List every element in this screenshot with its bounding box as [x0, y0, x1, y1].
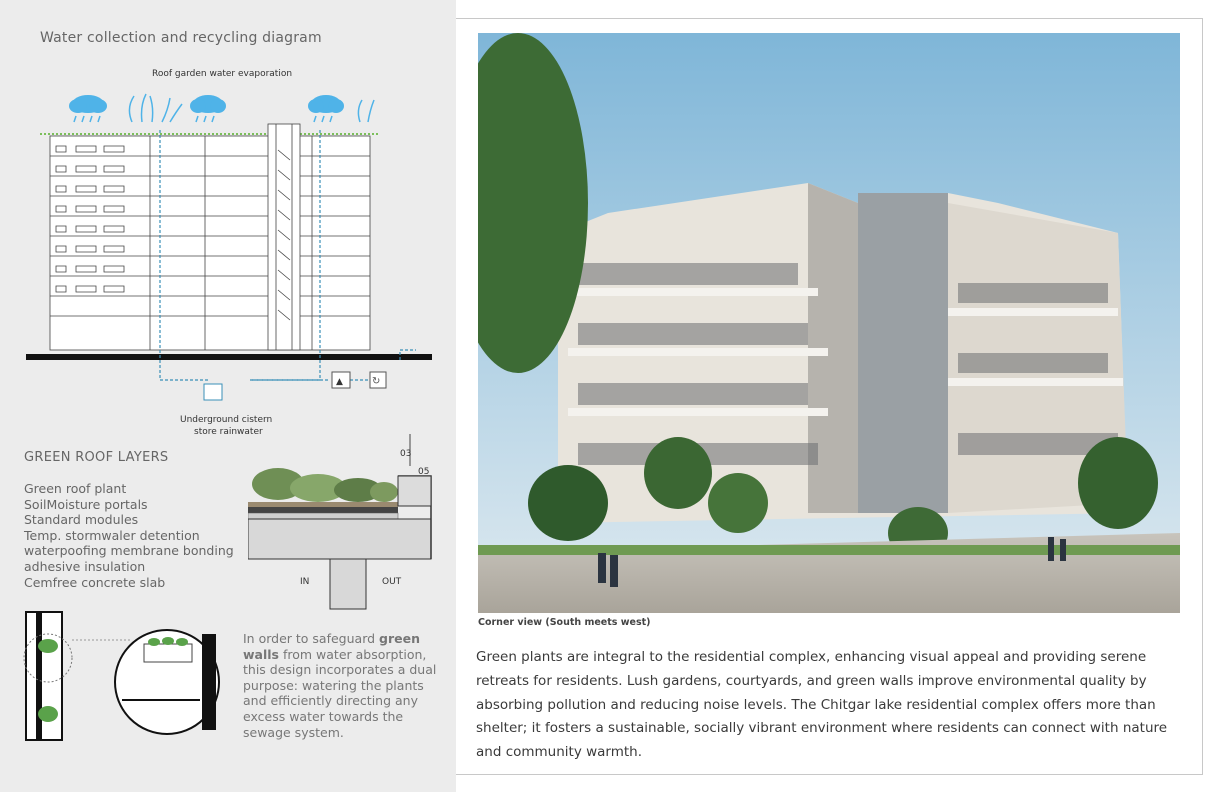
ground-line: [26, 354, 432, 360]
evaporation-label: Roof garden water evaporation: [152, 69, 293, 79]
rain-cloud-icon: [69, 95, 107, 122]
text-part: In order to safeguard: [243, 631, 380, 646]
layer-item: Cemfree concrete slab: [24, 574, 166, 590]
label-05: 05: [418, 467, 430, 477]
green-roof-layer-list: [24, 481, 234, 590]
green-roof-section: [248, 432, 443, 612]
cistern-label-sub: store rainwater: [194, 427, 263, 437]
photo-description: Green plants are integral to the residential complex, enhancing visual appeal and providing serene retreats for residents. Lush gardens, courtyards, and green walls improve environmental quality by absorbing pollution and reducing noise levels. The Chitgar lake residential complex offers more than shelter; it fosters a sustainable, socially vibrant environment where residents can connect with nature and community warmth.: [476, 649, 1168, 761]
label-03: 03: [400, 449, 412, 459]
label-out: OUT: [382, 577, 402, 587]
water-collection-diagram: [20, 60, 440, 440]
evaporation-icon: [129, 94, 182, 122]
diagram-title: Water collection and recycling diagram: [40, 30, 322, 46]
text-bold: green walls: [243, 631, 420, 662]
svg-text:▲: ▲: [336, 377, 343, 387]
photo-caption: Corner view (South meets west): [478, 617, 651, 628]
cistern-label: Underground cistern: [180, 415, 273, 425]
layer-item: SoilMoisture portals: [24, 496, 148, 512]
layer-item: Standard modules: [24, 512, 139, 528]
green-roof-title: GREEN ROOF LAYERS: [24, 450, 169, 465]
rain-cloud-icon: [308, 95, 344, 122]
evaporation-icon: [358, 100, 374, 122]
layer-item: adhesive insulation: [24, 558, 146, 574]
layer-item: Green roof plant: [24, 481, 127, 496]
building-rendering-image: [478, 33, 1180, 613]
plant-layer: [252, 468, 398, 502]
green-wall-detail: [22, 610, 232, 742]
label-in: IN: [300, 577, 310, 587]
svg-text:↻: ↻: [372, 376, 381, 387]
layer-item: Temp. stormwaler detention: [24, 527, 200, 543]
rain-cloud-icon: [190, 95, 226, 122]
building-section: [50, 124, 370, 350]
layer-item: waterpoofing membrane bonding: [24, 543, 234, 559]
text-part: from water absorption, this design incorporates a dual purpose: watering the plants and efficiently directing any excess water towards the sewage system.: [243, 646, 437, 740]
green-wall-text: [243, 631, 443, 740]
cistern-icon: [204, 384, 222, 400]
